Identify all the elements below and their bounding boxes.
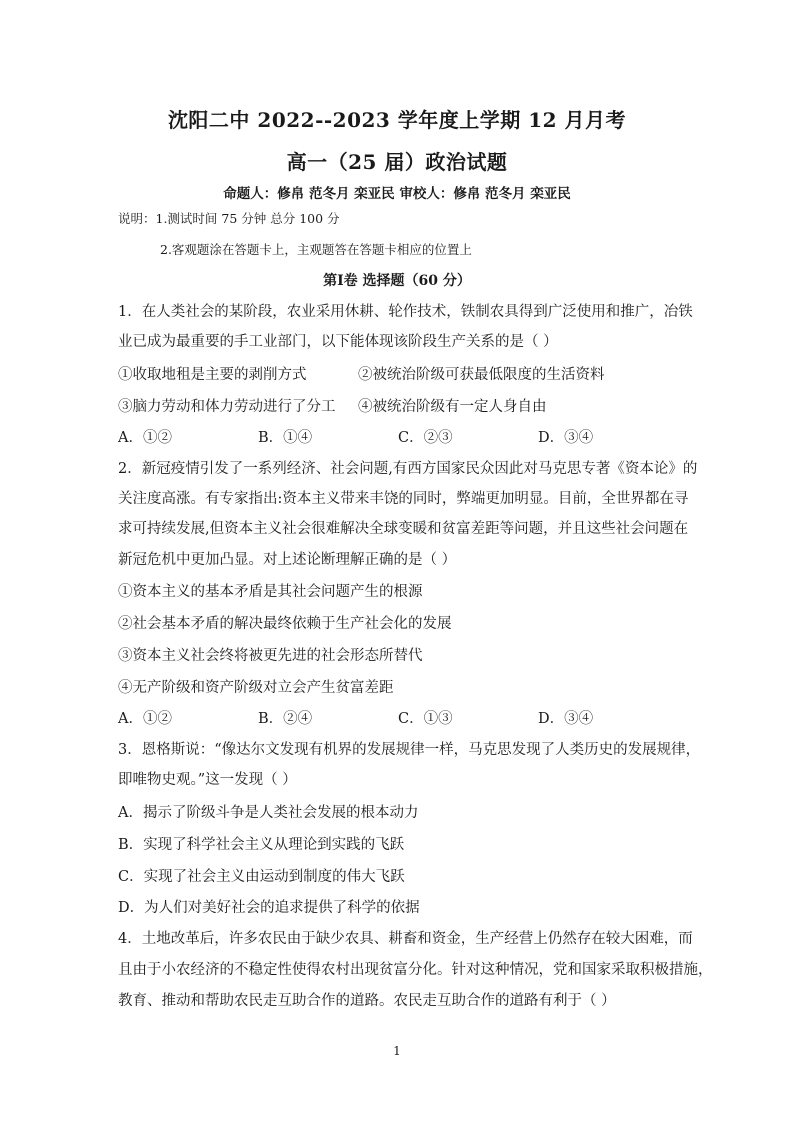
q2-item-4: ④无产阶级和资产阶级对立会产生贫富差距 xyxy=(118,680,394,696)
q2-option-a: A．①② xyxy=(118,711,172,727)
q1-option-b: B．①④ xyxy=(258,430,313,446)
q2-option-b: B．②④ xyxy=(258,711,313,727)
authors-line: 命题人：修帛 范冬月 栾亚民 审校人：修帛 范冬月 栾亚民 xyxy=(223,186,571,202)
q2-option-d: D．③④ xyxy=(538,711,594,727)
exam-subtitle: 高一（25 届）政治试题 xyxy=(286,150,508,174)
q1-option-c: C．②③ xyxy=(398,430,453,446)
q3-option-a: A．揭示了阶级斗争是人类社会发展的根本动力 xyxy=(118,805,419,821)
q3-stem-line-2: 即唯物史观。”这一发现（ ） xyxy=(118,772,297,788)
q1-item-2: ②被统治阶级可获最低限度的生活资料 xyxy=(358,367,605,383)
q2-stem-line-1: 2．新冠疫情引发了一系列经济、社会问题,有西方国家民众因此对马克思专著《资本论》的 xyxy=(118,461,698,477)
q1-item-4: ④被统治阶级有一定人身自由 xyxy=(358,399,547,415)
q1-stem-line-2: 业已成为最重要的手工业部门，以下能体现该阶段生产关系的是（ ） xyxy=(118,334,558,350)
page-number: 1 xyxy=(393,1044,401,1058)
q2-item-2: ②社会基本矛盾的解决最终依赖于生产社会化的发展 xyxy=(118,616,452,632)
q3-stem-line-1: 3．恩格斯说：“像达尔文发现有机界的发展规律一样，马克思发现了人类历史的发展规律， xyxy=(118,742,701,758)
q2-item-3: ③资本主义社会终将被更先进的社会形态所替代 xyxy=(118,648,423,664)
q3-option-d: D．为人们对美好社会的追求提供了科学的依据 xyxy=(118,900,420,916)
instructions-line-1: 说明：1.测试时间 75 分钟 总分 100 分 xyxy=(118,211,340,226)
q3-option-b: B．实现了科学社会主义从理论到实践的飞跃 xyxy=(118,837,405,853)
q4-stem-line-3: 教育、推动和帮助农民走互助合作的道路。农民走互助合作的道路有利于（ ） xyxy=(118,993,616,1009)
q4-stem-line-1: 4．土地改革后，许多农民由于缺少农具、耕畜和资金，生产经营上仍然存在较大困难，而 xyxy=(118,931,693,947)
q1-stem-line-1: 1．在人类社会的某阶段，农业采用休耕、轮作技术，铁制农具得到广泛使用和推广，冶铁 xyxy=(118,304,693,320)
q2-stem-line-2: 关注度高涨。有专家指出:资本主义带来丰饶的同时，弊端更加明显。目前，全世界都在寻 xyxy=(118,491,689,507)
q2-stem-line-3: 求可持续发展,但资本主义社会很难解决全球变暖和贫富差距等问题，并且这些社会问题在 xyxy=(118,521,689,537)
section-title: 第Ⅰ卷 选择题（60 分） xyxy=(323,273,471,289)
q1-item-1: ①收取地租是主要的剥削方式 xyxy=(118,367,307,383)
exam-title: 沈阳二中 2022--2023 学年度上学期 12 月月考 xyxy=(167,108,627,132)
q1-option-d: D．③④ xyxy=(538,430,594,446)
q3-option-c: C．实现了社会主义由运动到制度的伟大飞跃 xyxy=(118,869,405,885)
q2-option-c: C．①③ xyxy=(398,711,453,727)
q2-stem-line-4: 新冠危机中更加凸显。对上述论断理解正确的是（ ） xyxy=(118,552,457,568)
q4-stem-line-2: 且由于小农经济的不稳定性使得农村出现贫富分化。针对这种情况，党和国家采取积极措施， xyxy=(118,962,713,978)
q1-option-a: A．①② xyxy=(118,430,172,446)
q1-item-3: ③脑力劳动和体力劳动进行了分工 xyxy=(118,399,336,415)
q2-item-1: ①资本主义的基本矛盾是其社会问题产生的根源 xyxy=(118,584,423,600)
instructions-line-2: 2.客观题涂在答题卡上，主观题答在答题卡相应的位置上 xyxy=(160,242,472,257)
